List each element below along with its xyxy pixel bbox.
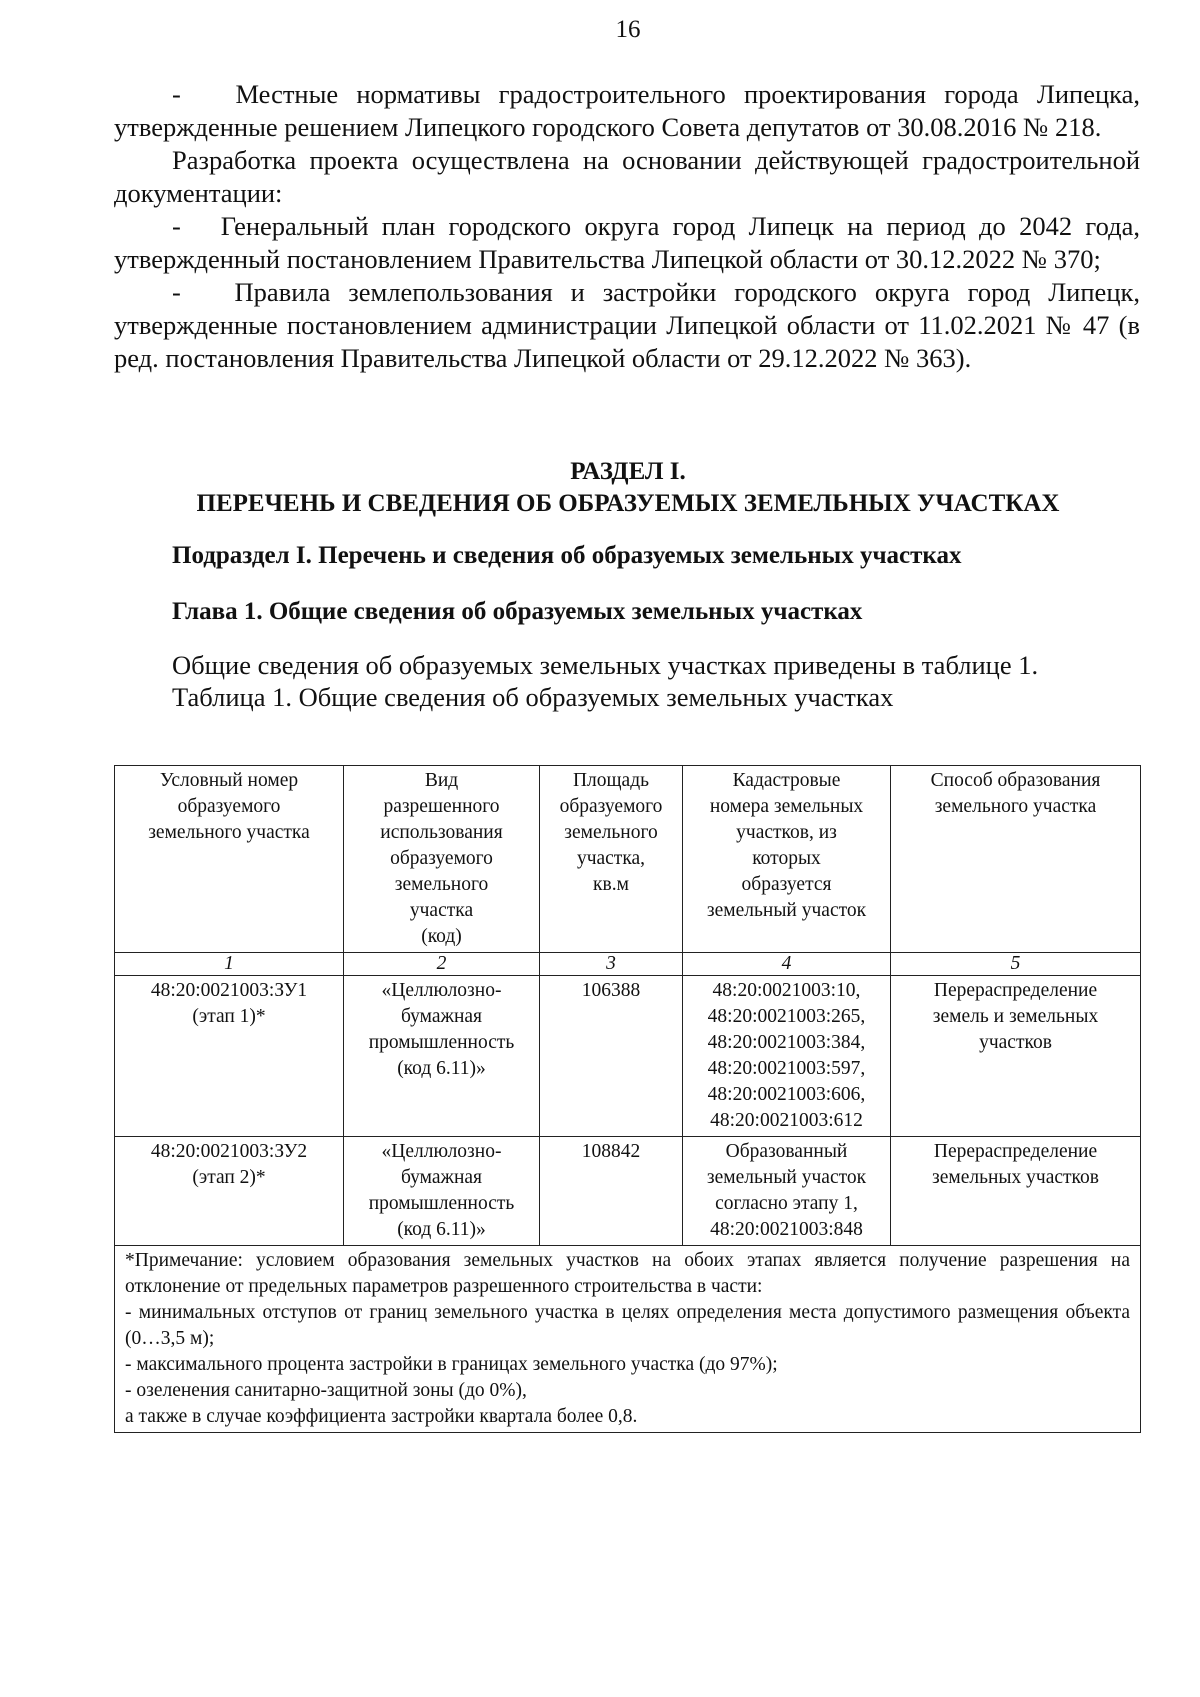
cadastral-numbers-cell: Образованный земельный участок согласно этапу 1, 48:20:0021003:848 xyxy=(683,1137,891,1246)
section-subtitle: ПЕРЕЧЕНЬ И СВЕДЕНИЯ ОБ ОБРАЗУЕМЫХ ЗЕМЕЛЬНЫХ УЧАСТКАХ xyxy=(196,490,1060,517)
note-line: - максимального процента застройки в границах земельного участка (до 97%); xyxy=(125,1354,778,1375)
land-plots-table xyxy=(114,765,1141,1433)
column-number: 3 xyxy=(540,953,683,976)
cadastral-numbers-cell: 48:20:0021003:10, 48:20:0021003:265, 48:20:0021003:384, 48:20:0021003:597, 48:20:0021003:606, 48:20:0021003:612 xyxy=(683,976,891,1137)
permitted-use-cell: «Целлюлозно- бумажная промышленность (код 6.11)» xyxy=(344,1137,540,1246)
note-line: - минимальных отступов от границ земельного участка в целях определения места допустимого размещения объекта (0…3,5 м); xyxy=(125,1302,1130,1349)
table-row xyxy=(115,976,1141,1137)
table-intro: Общие сведения об образуемых земельных участках приведены в таблице 1. xyxy=(172,650,1039,680)
formation-method-cell: Перераспределение земель и земельных участков xyxy=(891,976,1141,1137)
table-note xyxy=(115,1246,1141,1433)
column-number: 4 xyxy=(683,953,891,976)
body-text xyxy=(114,78,1140,375)
table-row xyxy=(115,1137,1141,1246)
column-number: 1 xyxy=(115,953,344,976)
column-number-row xyxy=(115,953,1141,976)
header-permitted-use: Вид разрешенного использования образуемого земельного участка (код) xyxy=(344,766,540,953)
subsection-title: Подраздел I. Перечень и сведения об образуемых земельных участках xyxy=(172,542,962,569)
paragraph-local-standards: - Местные нормативы градостроительного проектирования города Липецка, утвержденные решением Липецкого городского Совета депутатов от 30.08.2016 № 218. xyxy=(114,79,1140,142)
note-line: - озеленения санитарно-защитной зоны (до 0%), xyxy=(125,1380,527,1401)
table-note-row xyxy=(115,1246,1141,1433)
paragraph-land-use-rules: - Правила землепользования и застройки городского округа город Липецк, утвержденные постановлением администрации Липецкой области от 11.02.2021 № 47 (в ред. постановления Правительства Липецкой области от 29.12.2022 № 363). xyxy=(114,277,1140,373)
table-header-row xyxy=(115,766,1141,953)
plot-number-cell: 48:20:0021003:ЗУ2 (этап 2)* xyxy=(115,1137,344,1246)
area-cell: 108842 xyxy=(540,1137,683,1246)
permitted-use-cell: «Целлюлозно- бумажная промышленность (код 6.11)» xyxy=(344,976,540,1137)
note-line: а также в случае коэффициента застройки квартала более 0,8. xyxy=(125,1406,638,1427)
chapter-title: Глава 1. Общие сведения об образуемых земельных участках xyxy=(172,598,863,625)
header-cadastral-numbers: Кадастровые номера земельных участков, из которых образуется земельный участок xyxy=(683,766,891,953)
column-number: 2 xyxy=(344,953,540,976)
table-caption: Таблица 1. Общие сведения об образуемых земельных участках xyxy=(172,682,894,712)
column-number: 5 xyxy=(891,953,1141,976)
formation-method-cell: Перераспределение земельных участков xyxy=(891,1137,1141,1246)
paragraph-general-plan: - Генеральный план городского округа город Липецк на период до 2042 года, утвержденный постановлением Правительства Липецкой области от 30.12.2022 № 370; xyxy=(114,211,1140,274)
header-plot-number: Условный номер образуемого земельного участка xyxy=(115,766,344,953)
header-area: Площадь образуемого земельного участка, кв.м xyxy=(540,766,683,953)
page-number: 16 xyxy=(615,16,641,43)
plot-number-cell: 48:20:0021003:ЗУ1 (этап 1)* xyxy=(115,976,344,1137)
paragraph-basis: Разработка проекта осуществлена на основании действующей градостроительной документации: xyxy=(114,145,1140,208)
header-formation-method: Способ образования земельного участка xyxy=(891,766,1141,953)
area-cell: 106388 xyxy=(540,976,683,1137)
section-title: РАЗДЕЛ I. xyxy=(570,458,686,485)
note-line: *Примечание: условием образования земельных участков на обоих этапах является получение разрешения на отклонение от предельных параметров разрешенного строительства в части: xyxy=(125,1250,1130,1297)
